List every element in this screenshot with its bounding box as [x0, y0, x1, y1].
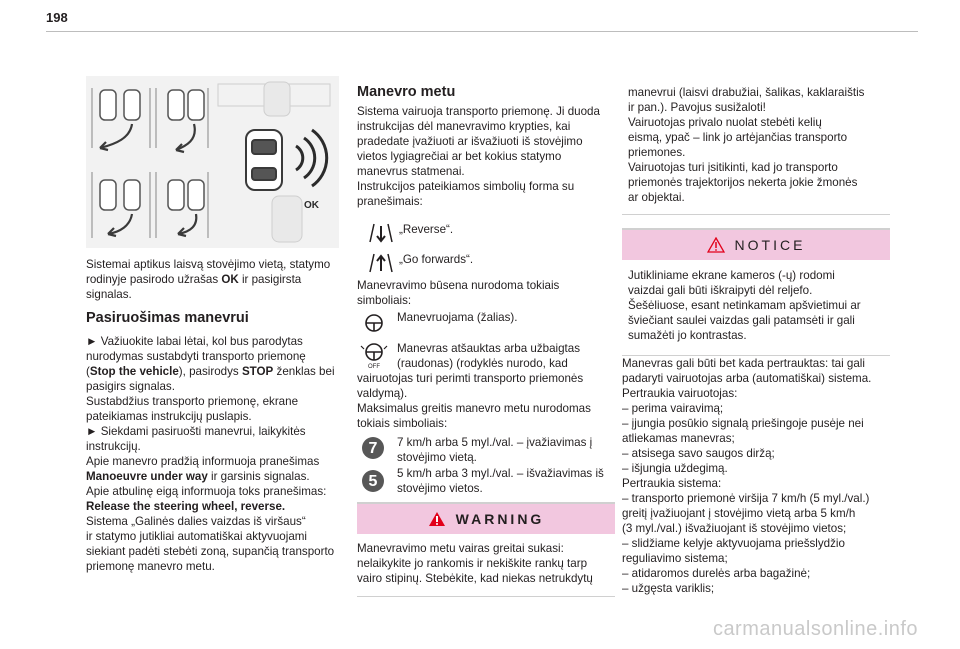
notice-title: NOTICE [734, 237, 806, 253]
speed-limit-7-icon: 7 [362, 437, 384, 459]
reverse-instruction: „Reverse“. [367, 222, 453, 244]
status-red-text: Manevras atšauktas arba užbaigtas (raudonas) (rodyklės nurodo, kad vairuotojas turi perimti transporto priemonės valdymą). Maksimalus greitis manevro metu nurodomas tokiais simboliais: [357, 342, 591, 430]
warning-triangle-icon [428, 511, 446, 527]
forwards-instruction: „Go forwards“. [367, 252, 473, 274]
warning-box [357, 502, 615, 597]
page-number: 198 [46, 10, 68, 25]
watermark-footer: carmanualsonline.info [712, 618, 918, 640]
during-intro-text: Sistema vairuoja transporto priemonę. Ji duoda instrukcijas dėl manevravimo krypties, kai pradedate įvažiuoti ar išvažiuoti iš stovėjimo vietos lygiagrečiai ar bet kokius statymo manevrus statmenai. Instrukcijos pateikiamos simbolių forma su pranešimais: [357, 105, 600, 208]
illustration-ok-label: OK [304, 200, 319, 211]
warning-text: Manevravimo metu vairas greitai sukasi: nelaikykite jo rankomis ir nekiškite rankų tarp vairo stipinų. Stebėkite, kad niekas netrukdytų [357, 542, 593, 585]
status-intro-text: Manevravimo būsena nurodoma tokiais simboliais: [357, 279, 560, 307]
header-rule [46, 31, 918, 32]
forward-arrow-icon [367, 252, 395, 274]
notice-text: Jutikliniame ekrane kameros (-ų) rodomi vaizdai gali būti iškraipyti dėl reljefo. Šešėliuose, esant netinkamam apšvietimui ar šviečiant saulei vaizdas gali patamsėti ir gali sumažėti jo kontrastas. [628, 269, 861, 342]
illustration-caption: Sistemai aptikus laisvą stovėjimo vietą, statymo rodinyje pasirodo užrašas OK ir pasigirsta signalas. [86, 258, 331, 301]
parking-diagram-icon [86, 76, 339, 248]
warning-continued-box [622, 76, 890, 215]
warning-header [357, 504, 615, 534]
section-heading-preparation: Pasiruošimas manevrui [86, 310, 249, 326]
reverse-arrow-icon [367, 222, 395, 244]
speed-7-text: 7 km/h arba 5 myl./val. – įvažiavimas į stovėjimo vietą. [397, 436, 593, 464]
notice-box [622, 228, 890, 356]
steering-wheel-green-icon [363, 313, 385, 333]
section-heading-during: Manevro metu [357, 84, 456, 100]
speed-limit-5-icon: 5 [362, 470, 384, 492]
speed-5-text: 5 km/h arba 3 myl./val. – išvažiavimas iš stovėjimo vietos. [397, 467, 604, 495]
notice-triangle-icon [707, 237, 725, 253]
status-green-text: Manevruojama (žalias). [397, 311, 518, 324]
svg-text:OFF: OFF [368, 364, 380, 369]
warning-title: WARNING [455, 511, 545, 527]
warning-continued-text: manevrui (laisvi drabužiai, šalikas, kaklaraištis ir pan.). Pavojus susižaloti! Vairuotojas privalo nuolat stebėti kelių eismą, ypač – link jo artėjančias transporto priemones. Vairuotojas turi įsitikinti, kad jo transporto priemonės trajektorijos nekerta jokie žmonės ar objektai. [628, 86, 865, 204]
preparation-text: ► Važiuokite labai lėtai, kol bus parodytas nurodymas sustabdyti transporto priemonę (Stop the vehicle), pasirodys STOP ženklas bei pasigirs signalas. Sustabdžius transporto priemonę, ekrane pateikiamas instrukcijų puslapis. ► Siekdami pasiruošti manevrui, laikykitės instrukcijų. Apie manevro pradžią informuoja pranešimas Manoeuvre under way ir garsinis signalas. Apie atbulinę eigą informuoja toks pranešimas: Release the steering wheel, reverse. Sistema „Galinės dalies vaizdas iš viršaus“ ir statymo jutikliai automatiškai aktyvuojami siekiant padėti stebėti zoną, supančią transporto priemonę manevro metu. [86, 335, 335, 573]
notice-header [622, 230, 890, 260]
parking-illustration [86, 76, 339, 248]
interruption-text: Manevras gali būti bet kada pertrauktas: tai gali padaryti vairuotojas arba (automatiškai) sistema. Pertraukia vairuotojas: – perima vairavimą; – įjungia posūkio signalą priešingoje pusėje nei atliekamas manevras; – atsisega savo saugos diržą; – išjungia uždegimą. Pertraukia sistema: – transporto priemonė viršija 7 km/h (5 myl./val.) greitį įvažiuojant į stovėjimo vietą arba 5 km/h (3 myl./val.) išvažiuojant iš stovėjimo vietos; – slidžiame kelyje aktyvuojama priešslydžio reguliavimo sistema; – atidaromos durelės arba bagažinė; – užgęsta variklis; [622, 357, 872, 595]
